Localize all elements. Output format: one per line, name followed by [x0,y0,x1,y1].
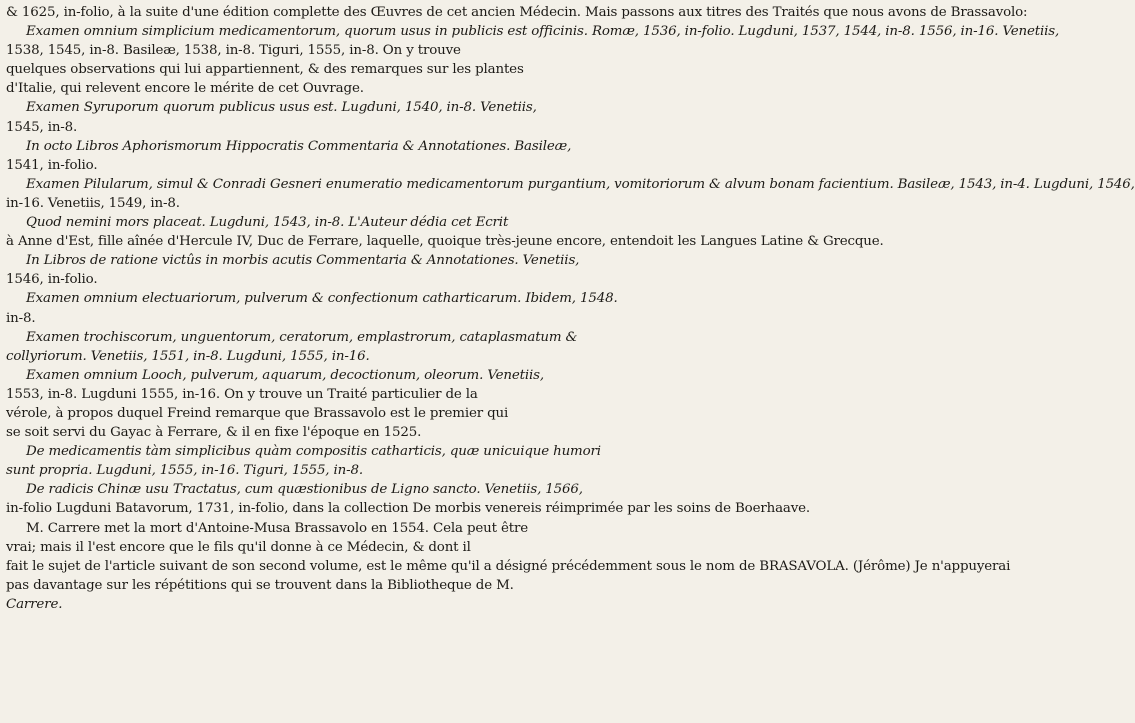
text-line: Carrere. [6,596,63,612]
text-line: & 1625, in-folio, à la suite d'une édition complette des Œuvres de cet ancien Médecin. Mais passons aux titres des Traités que nous avons de Brassavolo: [6,5,1028,20]
text-line: Examen omnium simplicium medicamentorum, quorum usus in publicis est officinis. Romæ, 1536, in-folio. Lugduni, 1537, 1544, in-8. 1556, in-16. Venetiis, [26,24,1060,40]
text-line: De radicis Chinæ usu Tractatus, cum quæstionibus de Ligno sancto. Venetiis, 1566, [26,482,583,498]
text-line: Examen omnium Looch, pulverum, aquarum, decoctionum, oleorum. Venetiis, [26,367,544,383]
text-line: 1545, in-8. [6,119,78,135]
text-line: fait le sujet de l'article suivant de son second volume, est le même qu'il a désigné précédemment sous le nom de BRASAVOLA. (Jérôme) Je n'appuyerai [6,558,1011,574]
text-line: vérole, à propos duquel Freind remarque que Brassavolo est le premier qui [6,405,509,421]
text-line: d'Italie, qui relevent encore le mérite de cet Ouvrage. [6,81,364,97]
text-line: vrai; mais il l'est encore que le fils qu'il donne à ce Médecin, & dont il [6,539,471,555]
text-line: in-folio Lugduni Batavorum, 1731, in-folio, dans la collection De morbis venereis réimprimée par les soins de Boerhaave. [6,501,811,517]
text-line: in-8. [6,310,36,326]
text-line: se soit servi du Gayac à Ferrare, & il en fixe l'époque en 1525. [6,425,422,441]
text-line: in-16. Venetiis, 1549, in-8. [6,195,180,211]
text-line: Examen trochiscorum, unguentorum, ceratorum, emplastrorum, cataplasmatum & [26,329,578,345]
text-line: 1538, 1545, in-8. Basileæ, 1538, in-8. Tiguri, 1555, in-8. On y trouve [6,43,461,59]
text-line: In octo Libros Aphorismorum Hippocratis Commentaria & Annotationes. Basileæ, [26,138,572,154]
text-line: Examen omnium electuariorum, pulverum & confectionum catharticarum. Ibidem, 1548. [26,291,618,307]
text-line: 1546, in-folio. [6,272,98,288]
text-line: pas davantage sur les répétitions qui se trouvent dans la Bibliotheque de M. [6,577,514,593]
text-line: Examen Pilularum, simul & Conradi Gesneri enumeratio medicamentorum purgantium, vomitoriorum & alvum bonam facientium. Basileæ, 1543, in-4. Lugduni, 1546, [26,176,1135,192]
text-line: Quod nemini mors placeat. Lugduni, 1543, in-8. L'Auteur dédia cet Ecrit [26,215,509,231]
text-line: 1541, in-folio. [6,157,98,173]
text-line: collyriorum. Venetiis, 1551, in-8. Lugduni, 1555, in-16. [6,348,370,364]
text-line: Examen Syruporum quorum publicus usus est. Lugduni, 1540, in-8. Venetiis, [26,100,537,116]
text-line: sunt propria. Lugduni, 1555, in-16. Tiguri, 1555, in-8. [6,463,363,479]
text-line: In Libros de ratione victûs in morbis acutis Commentaria & Annotationes. Venetiis, [26,253,580,269]
text-line: à Anne d'Est, fille aînée d'Hercule IV, Duc de Ferrare, laquelle, quoique très-jeune encore, entendoit les Langues Latine & Grecque. [6,234,884,250]
text-line: De medicamentis tàm simplicibus quàm compositis catharticis, quæ unicuique humori [26,444,601,460]
text-line: 1553, in-8. Lugduni 1555, in-16. On y trouve un Traité particulier de la [6,386,478,402]
text-line: quelques observations qui lui appartiennent, & des remarques sur les plantes [6,62,524,78]
text-line: M. Carrere met la mort d'Antoine-Musa Brassavolo en 1554. Cela peut être [26,520,528,536]
